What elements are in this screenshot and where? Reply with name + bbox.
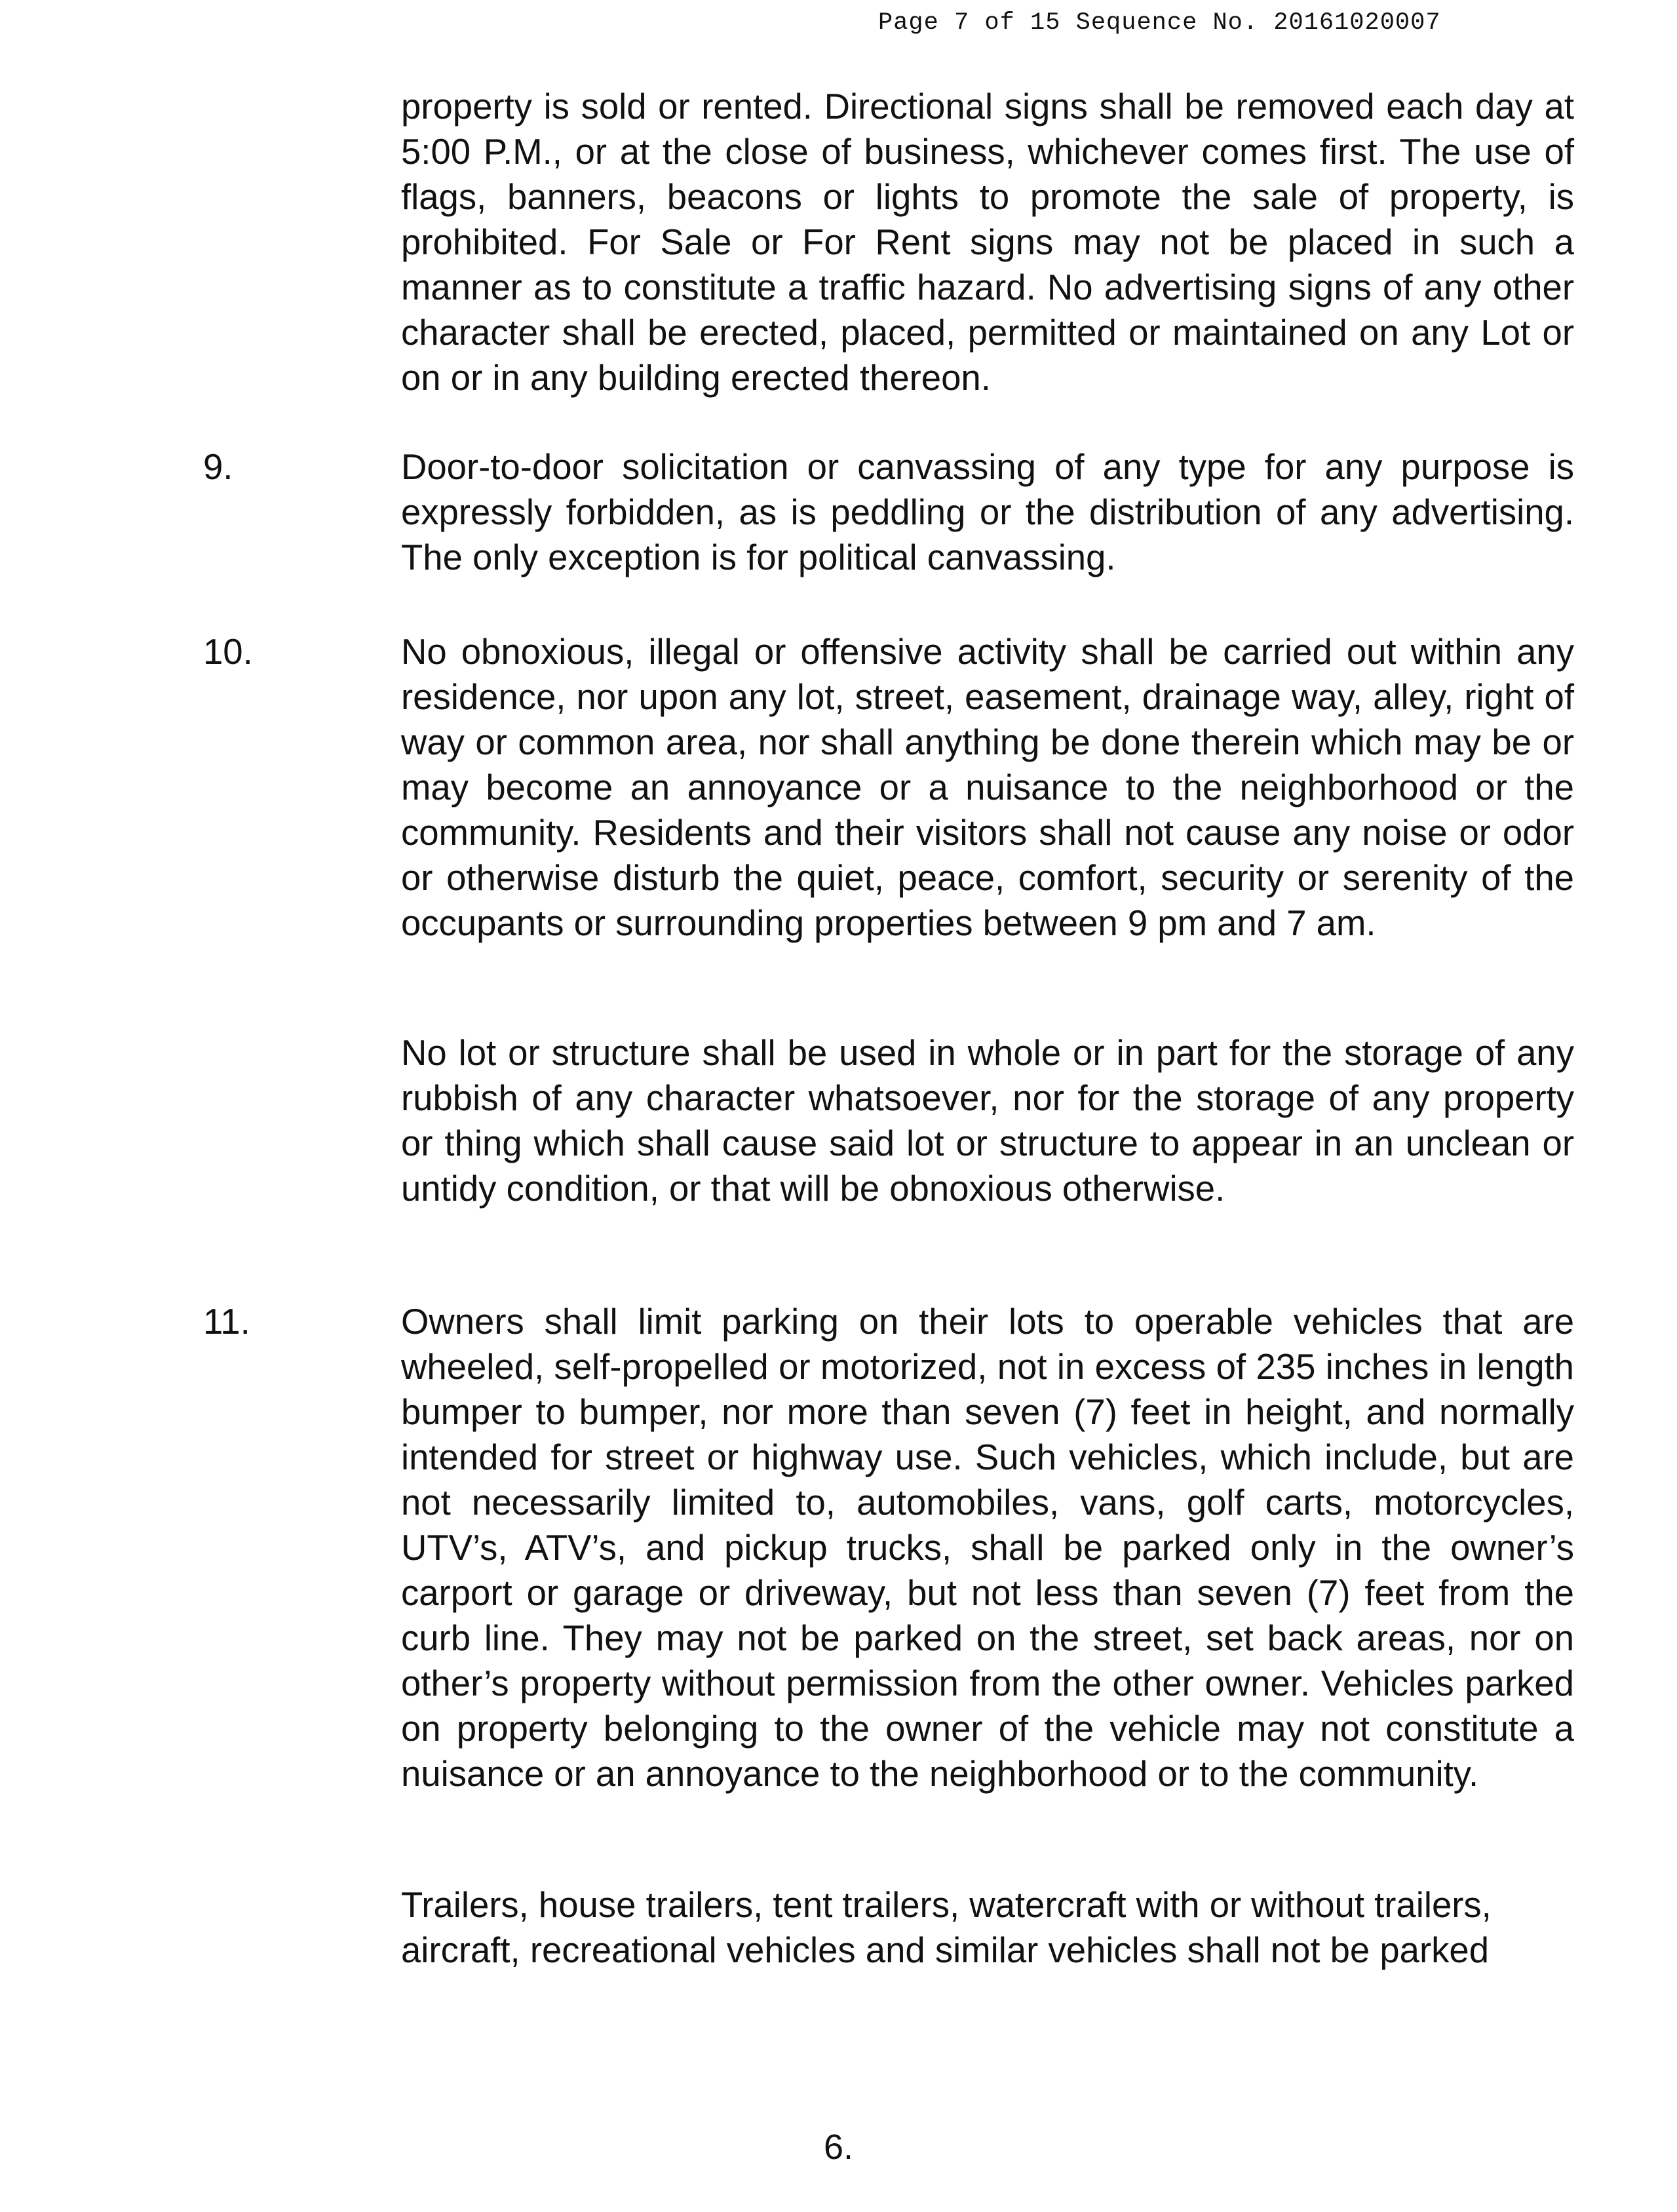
section-9-paragraph: Door-to-door solicitation or canvassing of any type for any purpose is expressly forbidden, as is peddling or the distribution of any advertising. The only exception is for political canvassing. bbox=[401, 447, 1574, 577]
section-10-paragraph-2: No lot or structure shall be used in whole or in part for the storage of any rubbish of any character whatsoever, nor for the storage of any property or thing which shall cause said lot or structure to appear in an unclean or untidy condition, or that will be obnoxious otherwise. bbox=[401, 1033, 1574, 1209]
continued-paragraph: property is sold or rented. Directional signs shall be removed each day at 5:00 P.M., or at the close of business, whichever comes first. The use of flags, banners, beacons or lights to promote the sale of property, is prohibited. For Sale or For Rent signs may not be placed in such a manner as to constitute a traffic hazard. No advertising signs of any other character shall be erected, placed, permitted or maintained on any Lot or on or in any building erected thereon. bbox=[401, 87, 1574, 398]
section-number-11: 11. bbox=[203, 1302, 250, 1342]
section-11-paragraph-1: Owners shall limit parking on their lots to operable vehicles that are wheeled, self-propelled or motorized, not in excess of 235 inches in length bumper to bumper, nor more than seven (7) feet in height, and normally intended for street or highway use. Such vehicles, which include, but are not necessarily limited to, automobiles, vans, golf carts, motorcycles, UTV’s, ATV’s, and pickup trucks, shall be parked only in the owner’s carport or garage or driveway, but not less than seven (7) feet from the curb line. They may not be parked on the street, set back areas, nor on other’s property without permission from the other owner. Vehicles parked on property belonging to the owner of the vehicle may not constitute a nuisance or an annoyance to the neighborhood or to the community. bbox=[401, 1302, 1574, 1794]
section-11-paragraph-2: Trailers, house trailers, tent trailers, watercraft with or without trailers, aircraft, recreational vehicles and similar vehicles shall not be parked bbox=[401, 1885, 1492, 1970]
section-10-paragraph-1: No obnoxious, illegal or offensive activity shall be carried out within any residence, nor upon any lot, street, easement, drainage way, alley, right of way or common area, nor shall anything be done therein which may be or may become an annoyance or a nuisance to the neighborhood or the community. Residents and their visitors shall not cause any noise or odor or otherwise disturb the quiet, peace, comfort, security or serenity of the occupants or surrounding properties between 9 pm and 7 am. bbox=[401, 632, 1574, 943]
page-header: Page 7 of 15 Sequence No. 20161020007 bbox=[878, 9, 1441, 37]
section-number-9: 9. bbox=[203, 447, 233, 487]
page-number: 6. bbox=[823, 2127, 854, 2167]
section-number-10: 10. bbox=[203, 632, 253, 672]
